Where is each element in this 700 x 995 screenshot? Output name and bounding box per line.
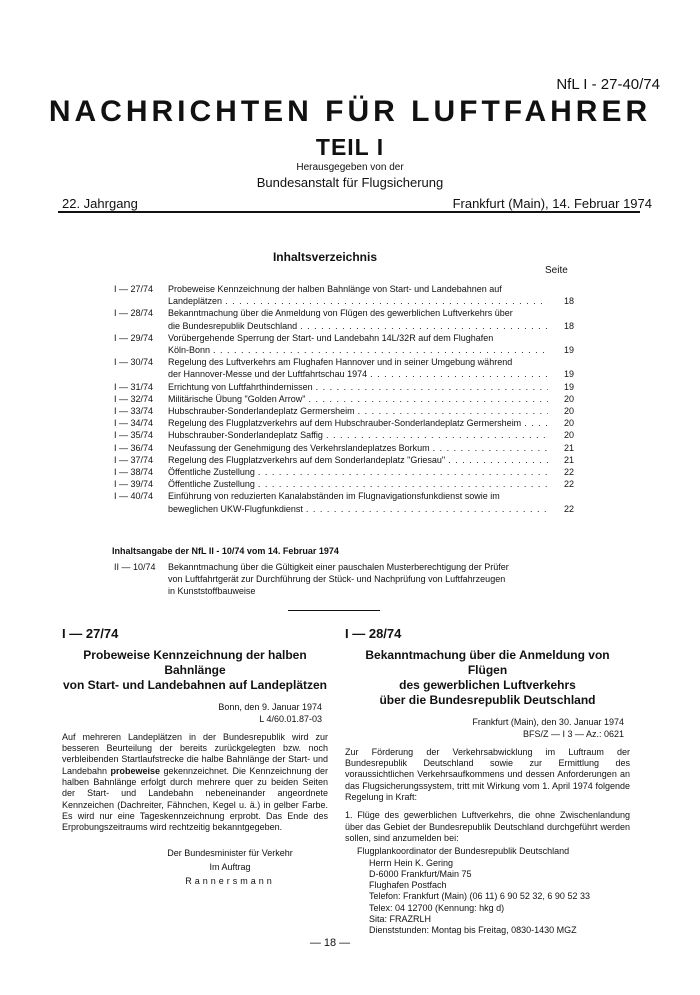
toc-entry-number: I — 31/74 [114,381,154,392]
toc-entry-number: I — 29/74 [114,332,154,343]
toc-entry [114,307,574,331]
toc-entry-page: 18 [563,320,574,331]
article-intro: Zur Förderung der Verkehrsabwicklung im Luftraum der Bundesrepublik Deutschland sowie zur Ermittlung des voraussichtlichen Verkehrsaufkommens und dessen Anforderungen an das Flugsicherungssystem, tritt mit Wirkung vom 1. April 1974 folgende Regelung in Kraft: [345,746,630,803]
toc-entry-title: Probeweise Kennzeichnung der halben Bahnlänge von Start- und Landebahnen auf [168,284,502,294]
article-place-date: Bonn, den 9. Januar 1974 [218,702,322,713]
toc-entry-title: Einführung von reduzierten Kanalabständen im Flugnavigationsfunkdienst sowie im [168,491,500,502]
publisher-name: Bundesanstalt für Flugsicherung [256,175,444,190]
toc-leader-dots [313,381,548,393]
toc-page-label: Seite [545,265,568,276]
toc-entry-page: 19 [563,345,574,356]
toc-entry-number: I — 34/74 [114,418,154,429]
article-place-date: Frankfurt (Main), den 30. Januar 1974 [472,717,624,728]
contact-telex: Telex: 04 12700 (Kennung: hkg d) [369,902,505,913]
toc-entry-title: Regelung des Flugplatzverkehrs auf dem Hubschrauber-Sonderlandeplatz Germersheim [168,418,522,429]
toc-leader-dots [323,429,548,441]
toc-entry-title: Neufassung der Genehmigung des Verkehrslandeplatzes Borkum [168,442,430,453]
article-body-emphasis: probeweise [110,765,161,776]
article-reference: BFS/Z — I 3 — Az.: 0621 [522,728,624,739]
contact-line: Flughafen Postfach [369,880,447,891]
contact-line: D-6000 Frankfurt/Main 75 [369,868,472,879]
signature-name: Rannersmann [185,875,275,886]
part-title: TEIL I [315,134,385,160]
toc-entry-title: Vorübergehende Sperrung der Start- und Landebahn 14L/32R auf dem Flughafen [168,332,494,343]
contents-part2-entry [114,561,584,597]
article-item-1: 1. Flüge des gewerblichen Luftverkehrs, die ohne Zwischenlandung über das Gebiet der Bundesrepublik Deutschland durchgeführt werden sollen, sind anzumelden bei: [345,810,630,843]
toc-leader-dots [255,478,548,490]
toc-entry [114,356,574,380]
issue-date: Frankfurt (Main), 14. Februar 1974 [452,196,652,211]
section-divider [288,610,380,611]
toc-entry-title: Regelung des Luftverkehrs am Flughafen Hannover und in seiner Umgebung während [168,357,513,368]
toc-leader-dots [367,368,548,380]
toc-leader-dots [521,417,548,429]
toc-entry [114,442,574,454]
toc-entry-page: 20 [563,418,574,429]
toc-entry-page: 20 [563,406,574,417]
toc-entry-number: I — 30/74 [114,357,154,368]
toc-entry-title: Öffentliche Zustellung [168,479,255,490]
contact-line: Flugplankoordinator der Bundesrepublik Deutschland [357,846,570,857]
contents-part2-line: Bekanntmachung über die Gültigkeit einer pauschalen Musterberechtigung der Prüfer [168,562,509,572]
article-reference: L 4/60.01.87-03 [259,713,322,724]
article-27 [62,628,328,888]
masthead-title: NACHRICHTEN FÜR LUFTFAHRER [48,95,652,128]
toc-leader-dots [210,344,548,356]
toc-entry-title: der Hannover-Messe und der Luftfahrtschau 1974 [168,369,368,380]
toc-entry [114,381,574,393]
toc-entry-number: I — 35/74 [114,430,154,441]
volume-label: 22. Jahrgang [62,196,138,211]
toc-entry-title: die Bundesrepublik Deutschland [168,320,298,331]
page-number: — 18 — [309,937,351,949]
contact-address [345,846,630,936]
toc-entry-title: Regelung des Flugplatzverkehrs auf dem Sonderlandeplatz "Griesau" [168,454,446,465]
toc-entry-page: 19 [563,369,574,380]
toc-entry-title: Hubschrauber-Sonderlandeplatz Germersheim [168,406,355,417]
toc-entry-number: I — 28/74 [114,308,154,319]
toc-entry-number: I — 32/74 [114,393,154,404]
toc-entry-number: I — 40/74 [114,491,154,502]
toc-entry [114,466,574,478]
toc-entry [114,417,574,429]
toc-entry-title: Militärische Übung "Golden Arrow" [168,393,306,404]
contact-line: Herrn Hein K. Gering [369,857,454,868]
article-title-line: Bekanntmachung über die Anmeldung von Flügen [365,648,610,678]
article-title [345,648,630,708]
contents-part2-line: von Luftfahrtgerät zur Durchführung der Stück- und Nachprüfung von Luftfahrzeugen [168,574,506,584]
toc-entry-number: I — 36/74 [114,442,154,453]
toc-leader-dots [445,454,548,466]
toc-entry-number: I — 37/74 [114,454,154,465]
toc-leader-dots [303,503,548,515]
toc-entry-title: Öffentliche Zustellung [168,467,255,478]
toc-entry-page: 20 [563,430,574,441]
article-title-line: des gewerblichen Luftverkehrs [399,678,576,693]
issue-number: NfL I - 27-40/74 [556,76,660,93]
contents-part2-title: Inhaltsangabe der NfL II - 10/74 vom 14. Februar 1974 [112,546,339,556]
toc-entry [114,454,574,466]
toc-leader-dots [255,466,548,478]
toc-entry [114,405,574,417]
contents-part2-number: II — 10/74 [114,562,156,572]
signature-capacity: Im Auftrag [209,861,251,872]
toc-entry [114,393,574,405]
article-body-text: Auf mehreren Landeplätzen in der Bundesrepublik wird zur besseren Beurteilung der bereits zurückgelegten bzw. noch verbleibenden Startlaufstrecke die halbe Bahnlänge der Start- und Landebahn [62,731,328,776]
toc-entry-title: Landeplätzen [168,296,223,307]
toc-title: Inhaltsverzeichnis [272,250,378,264]
toc-entry-title: Bekanntmachung über die Anmeldung von Flügen des gewerblichen Luftverkehrs über [168,308,513,319]
toc-entry [114,332,574,356]
toc-entry-page: 21 [563,454,574,465]
signature-block [62,846,328,888]
contact-phone: Telefon: Frankfurt (Main) (06 11) 6 90 52 32, 6 90 52 33 [369,891,590,902]
toc-entry-number: I — 38/74 [114,467,154,478]
toc-entry-page: 22 [563,467,574,478]
toc-entry-number: I — 33/74 [114,406,154,417]
toc-entry-page: 21 [563,442,574,453]
toc-entry-number: I — 27/74 [114,284,154,294]
toc-entry [114,478,574,490]
toc-leader-dots [297,320,548,332]
article-title-line: Probeweise Kennzeichnung der halben Bahnlänge [83,648,307,678]
toc-entry-page: 20 [563,393,574,404]
publisher-intro: Herausgegeben von der [296,162,404,173]
contact-sita: Sita: FRAZRLH [369,914,432,925]
article-number: I — 27/74 [62,626,119,641]
header-rule [58,211,640,213]
toc-leader-dots [222,295,548,307]
article-28 [345,628,630,937]
toc-entry-title: Köln-Bonn [168,345,211,356]
toc-entry-number: I — 39/74 [114,479,154,490]
toc-entry [114,429,574,441]
article-body-text: gekennzeichnet. Die Kennzeichnung der halben Bahnlänge erfolgt durch mehrere quer zu beiden Seiten der Start- und Landebahn nebeneinander angeordnete Kennzeichen (Dachreiter, Fähnchen, Kegel u. ä.) in gelber Farbe. Es wird nur eine Tageskennzeichnung erprobt. Das Ende des Erprobungszeitraums wird rechtzeitig bekanntgegeben. [62,765,328,833]
article-title-line: über die Bundesrepublik Deutschland [379,693,596,708]
toc-entry-page: 19 [563,381,574,392]
toc-leader-dots [430,442,548,454]
article-body [62,732,328,834]
signature-authority: Der Bundesminister für Verkehr [167,847,293,858]
table-of-contents [114,283,574,515]
contents-part2-line: in Kunststoffbauweise [168,586,256,596]
toc-entry-page: 22 [563,503,574,514]
article-title [62,648,328,693]
toc-leader-dots [305,393,548,405]
contact-hours: Dienststunden: Montag bis Freitag, 0830-1430 MGZ [369,925,577,936]
toc-entry-page: 18 [563,296,574,307]
toc-entry-title: Hubschrauber-Sonderlandeplatz Saffig [168,430,323,441]
toc-leader-dots [355,405,548,417]
toc-entry [114,490,574,514]
toc-entry-title: Errichtung von Luftfahrthindernissen [168,381,313,392]
article-number: I — 28/74 [345,626,402,641]
article-title-line: von Start- und Landebahnen auf Landeplätzen [62,678,327,693]
toc-entry-title: beweglichen UKW-Flugfunkdienst [168,503,303,514]
toc-entry-page: 22 [563,479,574,490]
toc-entry [114,283,574,307]
